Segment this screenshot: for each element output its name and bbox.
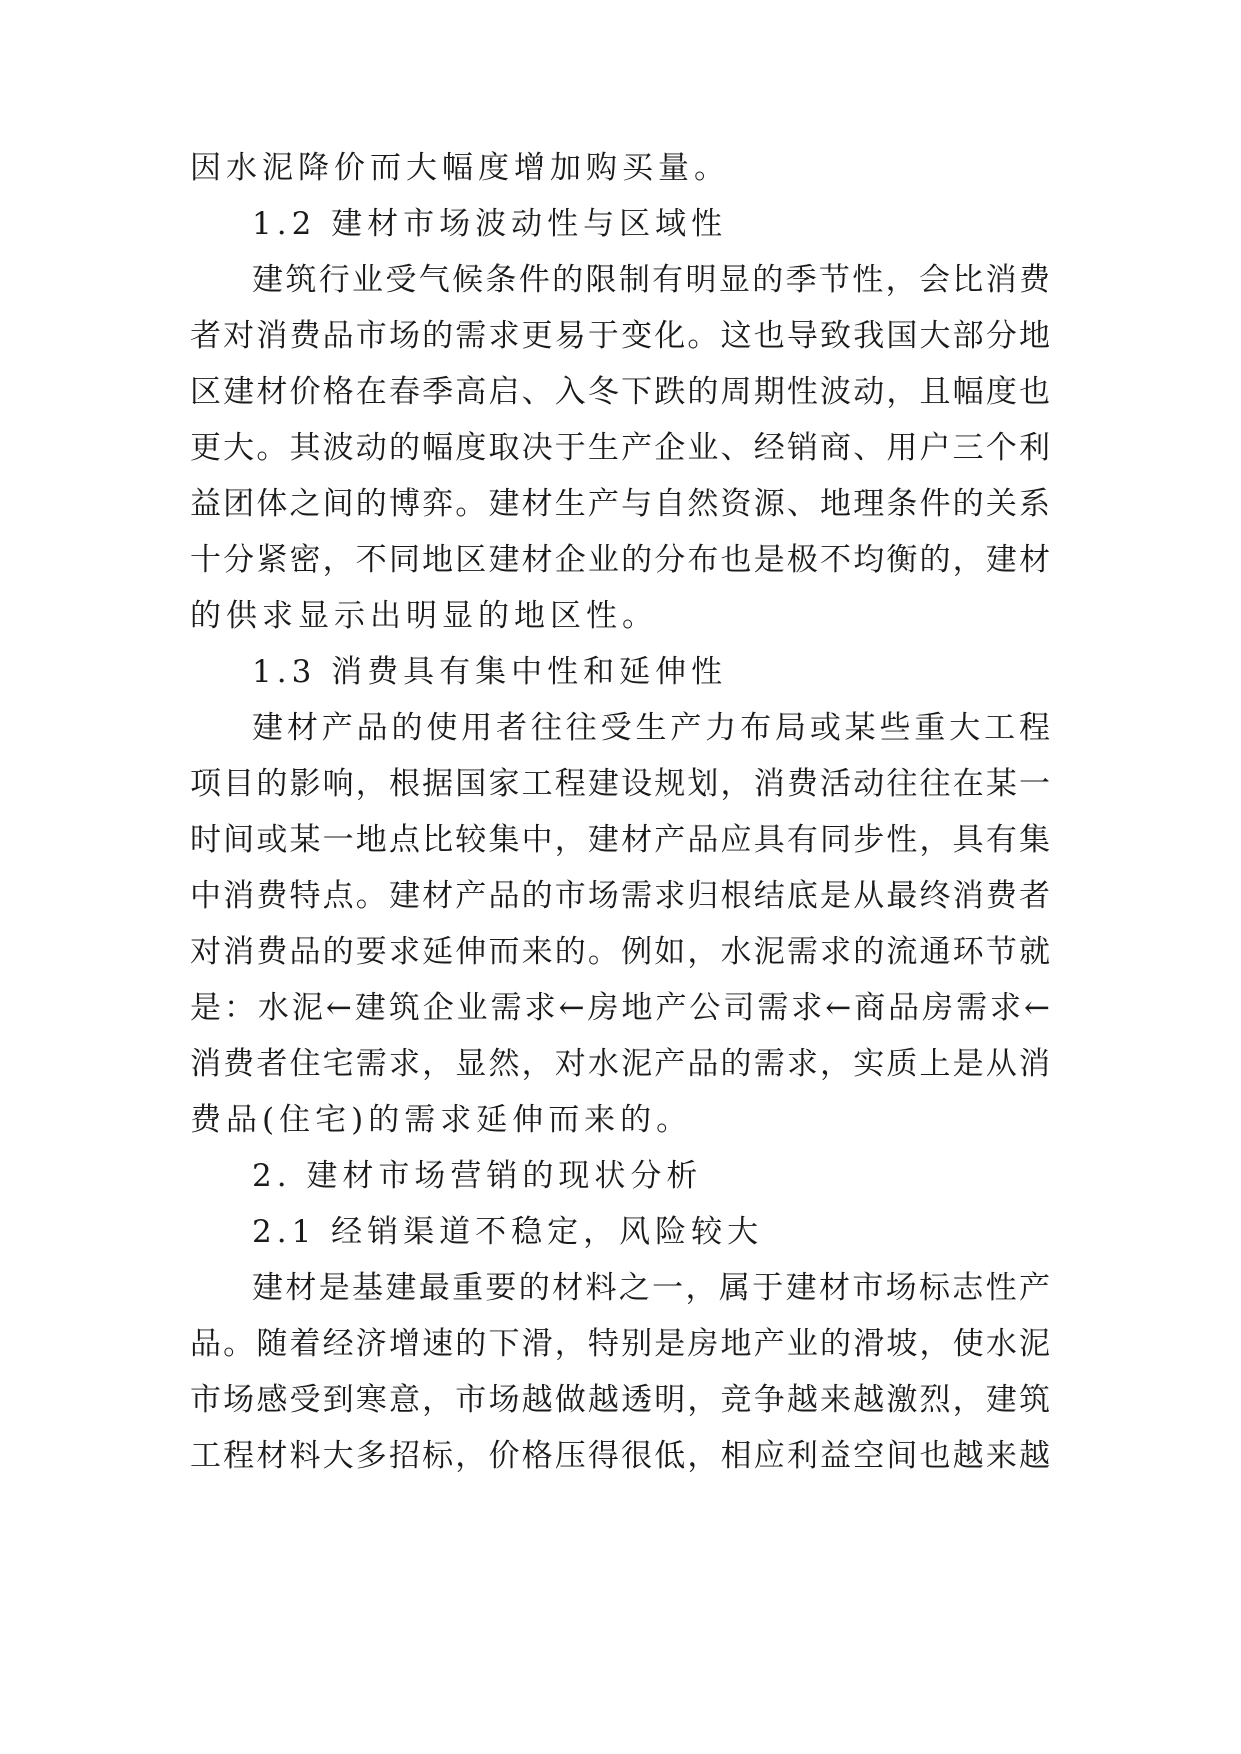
section-heading: 1.2 建材市场波动性与区域性	[252, 206, 728, 242]
paragraph-line: 品。随着经济增速的下滑，特别是房地产业的滑坡，使水泥	[190, 1326, 1050, 1362]
section-heading: 2. 建材市场营销的现状分析	[252, 1158, 703, 1194]
paragraph-line: 十分紧密，不同地区建材企业的分布也是极不均衡的，建材	[190, 542, 1050, 578]
paragraph-line: 项目的影响，根据国家工程建设规划，消费活动往往在某一	[190, 766, 1050, 802]
paragraph-line: 是：水泥←建筑企业需求←房地产公司需求←商品房需求←	[190, 990, 1050, 1026]
paragraph-line: 的供求显示出明显的地区性。	[190, 598, 658, 634]
paragraph-line: 建材是基建最重要的材料之一，属于建材市场标志性产	[252, 1270, 1050, 1306]
paragraph-line: 时间或某一地点比较集中，建材产品应具有同步性，具有集	[190, 822, 1050, 858]
paragraph-line: 者对消费品市场的需求更易于变化。这也导致我国大部分地	[190, 318, 1050, 354]
paragraph-line: 更大。其波动的幅度取决于生产企业、经销商、用户三个利	[190, 430, 1050, 466]
paragraph-line: 费品(住宅)的需求延伸而来的。	[190, 1102, 693, 1138]
paragraph-line: 建筑行业受气候条件的限制有明显的季节性，会比消费	[252, 262, 1050, 298]
paragraph-line: 市场感受到寒意，市场越做越透明，竞争越来越激烈，建筑	[190, 1382, 1050, 1418]
paragraph-line: 因水泥降价而大幅度增加购买量。	[190, 150, 730, 186]
section-heading: 1.3 消费具有集中性和延伸性	[252, 654, 728, 690]
paragraph-line: 消费者住宅需求，显然，对水泥产品的需求，实质上是从消	[190, 1046, 1050, 1082]
paragraph-line: 中消费特点。建材产品的市场需求归根结底是从最终消费者	[190, 878, 1050, 914]
paragraph-line: 建材产品的使用者往往受生产力布局或某些重大工程	[252, 710, 1050, 746]
paragraph-line: 工程材料大多招标，价格压得很低，相应利益空间也越来越	[190, 1438, 1050, 1474]
paragraph-line: 对消费品的要求延伸而来的。例如，水泥需求的流通环节就	[190, 934, 1050, 970]
paragraph-line: 区建材价格在春季高启、入冬下跌的周期性波动，且幅度也	[190, 374, 1050, 410]
section-heading: 2.1 经销渠道不稳定，风险较大	[252, 1214, 764, 1250]
paragraph-line: 益团体之间的博弈。建材生产与自然资源、地理条件的关系	[190, 486, 1050, 522]
